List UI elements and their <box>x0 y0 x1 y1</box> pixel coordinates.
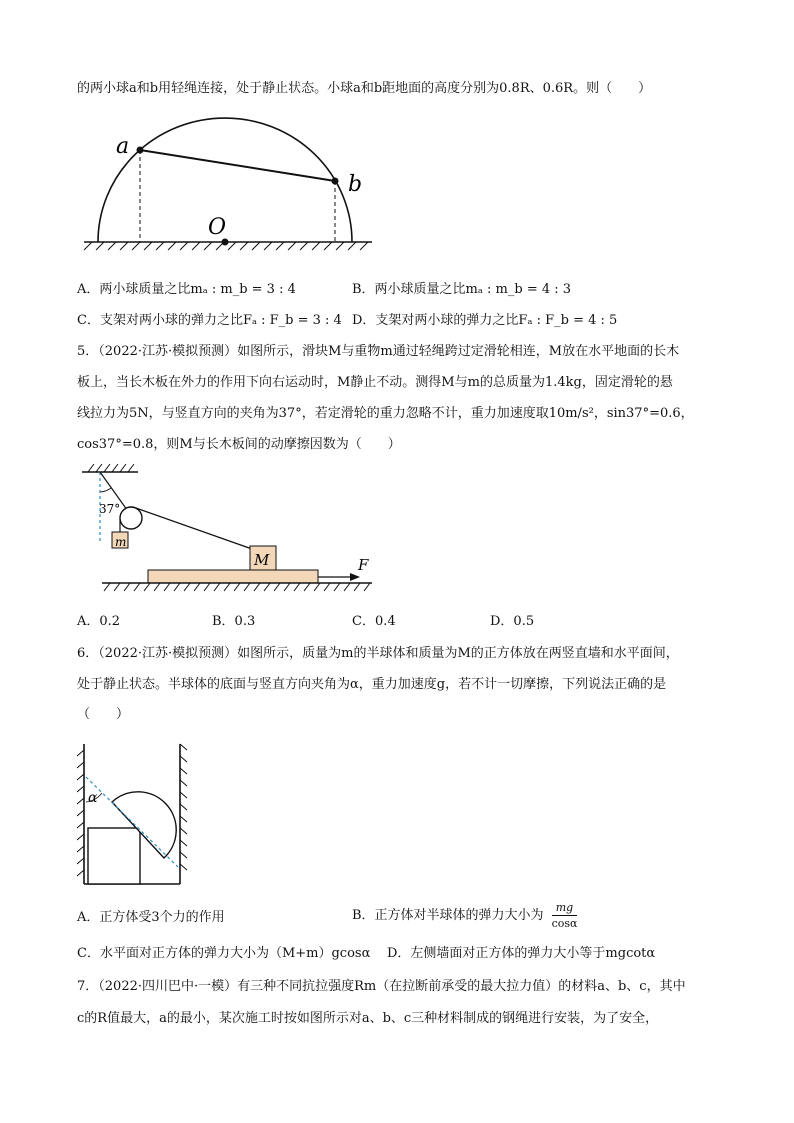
arrow-icon <box>350 573 360 581</box>
q6-option-d: D．左侧墙面对正方体的弹力大小等于mgcotα <box>387 946 656 961</box>
q5-line-2: 板上，当长木板在外力的作用下向右运动时，M静止不动。测得M与m的总质量为1.4kg，固定滑轮的悬 <box>77 375 673 390</box>
q5-line-1: 5．（2022·江苏·模拟预测）如图所示，滑块M与重物m通过轻绳跨过定滑轮相连，M放在水平地面的长木 <box>77 344 680 359</box>
label-M: M <box>254 551 270 569</box>
q5-option-a: A．0.2 <box>77 614 121 629</box>
ball-b <box>332 178 339 185</box>
q5-option-b: B．0.3 <box>212 614 256 629</box>
q4-option-a: A．两小球质量之比mₐ : m_b = 3 : 4 <box>77 282 296 297</box>
label-alpha: α <box>88 790 98 806</box>
label-m: m <box>115 535 127 549</box>
q5-line-4: cos37°=0.8，则M与长木板间的动摩擦因数为（ ） <box>77 437 401 452</box>
label-b: b <box>348 172 363 197</box>
cube <box>88 828 140 884</box>
q4-option-c: C．支架对两小球的弹力之比Fₐ : F_b = 3 : 4 <box>77 313 342 328</box>
long-board <box>148 570 318 583</box>
pulley <box>120 507 142 529</box>
q6-option-b-fraction <box>552 901 578 930</box>
fraction-denominator: cosα <box>551 917 578 930</box>
q5-option-c: C．0.4 <box>352 614 396 629</box>
q6-option-b-text: B．正方体对半球体的弹力大小为 <box>352 908 544 923</box>
q6-line-1: 6．（2022·江苏·模拟预测）如图所示，质量为m的半球体和质量为M的正方体放在两竖直墙和水平面间， <box>77 646 679 661</box>
q6-option-c: C．水平面对正方体的弹力大小为（M+m）gcosα <box>77 946 371 961</box>
q6-line-2: 处于静止状态。半球体的底面与竖直方向夹角为α，重力加速度g，若不计一切摩擦，下列说法正确的是 <box>77 677 667 692</box>
q6-figure <box>74 744 194 890</box>
q6-line-3: （ ） <box>77 707 130 722</box>
fraction-numerator: mg <box>552 901 578 916</box>
q6-option-a: A．正方体受3个力的作用 <box>77 910 225 925</box>
q4-stem: 的两小球a和b用轻绳连接，处于静止状态。小球a和b距地面的高度分别为0.8R、0.6R。则（ ） <box>77 81 652 96</box>
q4-figure <box>70 108 380 250</box>
label-o: O <box>208 215 227 240</box>
q7-line-2: c的R值最大，a的最小，某次施工时按如图所示对a、b、c三种材料制成的钢绳进行安装，为了安全， <box>77 1011 659 1026</box>
ball-a <box>137 147 144 154</box>
q4-option-b: B．两小球质量之比mₐ : m_b = 4 : 3 <box>352 282 572 297</box>
q5-line-3: 线拉力为5N，与竖直方向的夹角为37°，若定滑轮的重力忽略不计，重力加速度取10m/s²，sin37°=0.6， <box>77 406 694 421</box>
label-a: a <box>116 134 130 159</box>
angle-label: 37° <box>99 502 121 516</box>
q7-line-1: 7．（2022·四川巴中·一模）有三种不同抗拉强度Rm（在拉断前承受的最大拉力值）的材料a、b、c，其中 <box>77 979 686 994</box>
q6-option-b <box>352 901 577 931</box>
q5-option-d: D．0.5 <box>490 614 535 629</box>
q5-figure <box>78 462 378 597</box>
q4-option-d: D．支架对两小球的弹力之比Fₐ : F_b = 4 : 5 <box>352 313 618 328</box>
label-F: F <box>358 556 369 574</box>
